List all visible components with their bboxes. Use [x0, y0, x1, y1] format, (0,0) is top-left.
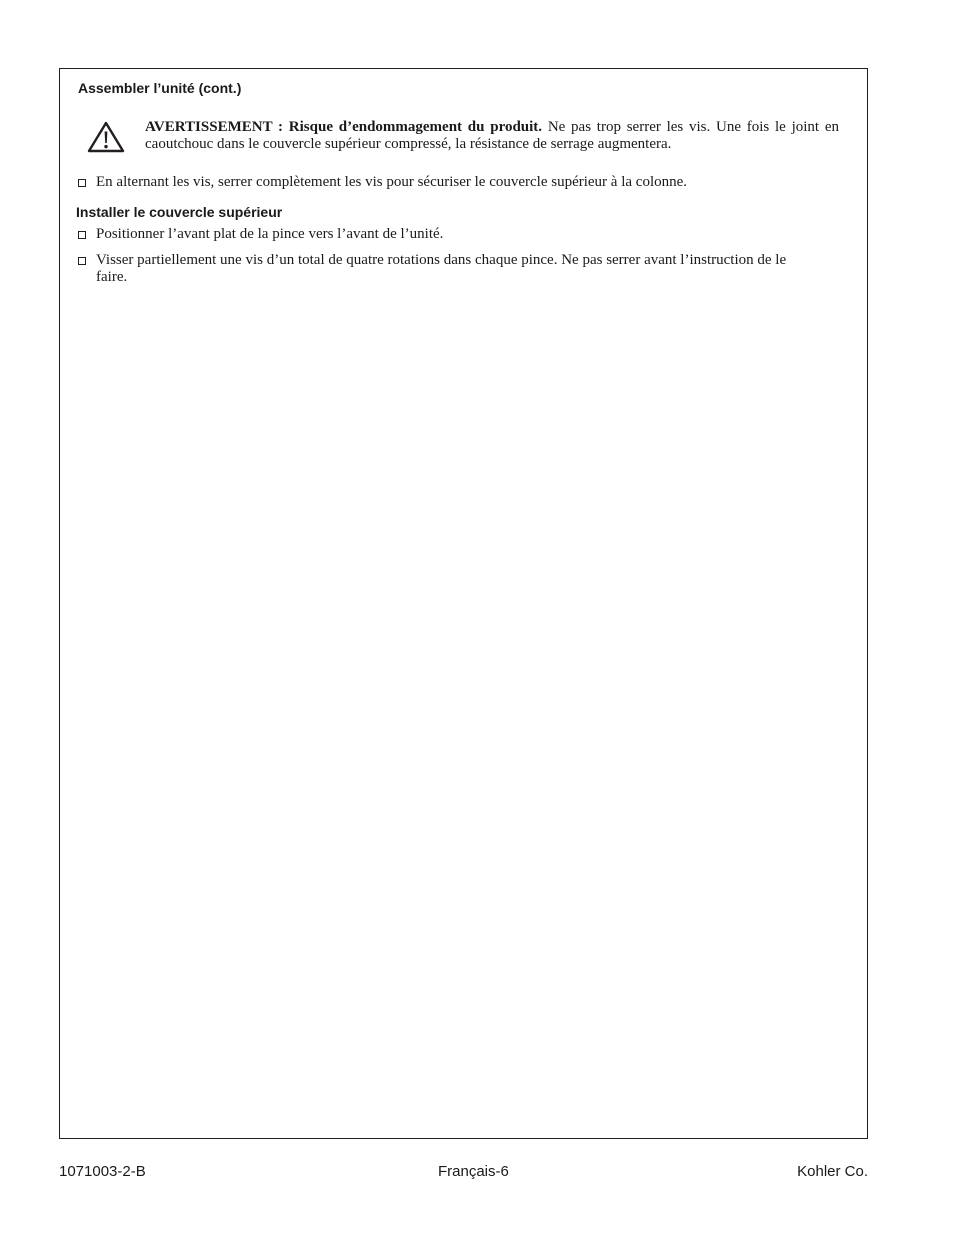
square-bullet-icon	[78, 257, 86, 265]
step-text: Positionner l’avant plat de la pince vers l’avant de l’unité.	[96, 226, 444, 242]
step-text: Visser partiellement une vis d’un total de quatre rotations dans chaque pince. Ne pas serrer avant l’instruction de le faire.	[96, 252, 787, 285]
section-heading-install-top-cover: Installer le couvercle supérieur	[76, 204, 283, 220]
footer-page-label: Français-6	[438, 1163, 509, 1180]
section-heading-assemble: Assembler l’unité (cont.)	[78, 80, 242, 96]
square-bullet-icon	[78, 179, 86, 187]
list-item	[78, 252, 790, 286]
warning-lead: AVERTISSEMENT : Risque d’endommagement du produit.	[145, 119, 543, 135]
footer-doc-number: 1071003-2-B	[59, 1163, 146, 1180]
warning-notice	[145, 119, 839, 153]
square-bullet-icon	[78, 231, 86, 239]
list-item	[78, 174, 838, 191]
step-text: En alternant les vis, serrer complètement les vis pour sécuriser le couvercle supérieur à la colonne.	[96, 174, 688, 190]
footer-company: Kohler Co.	[797, 1163, 868, 1180]
list-item	[78, 226, 790, 243]
warning-triangle-icon	[86, 120, 126, 154]
warning-text: Ne pas trop serrer les vis. Une fois le joint en caoutchouc dans le couvercle supérieur compressé, la résistance de serrage augmentera.	[145, 119, 839, 152]
